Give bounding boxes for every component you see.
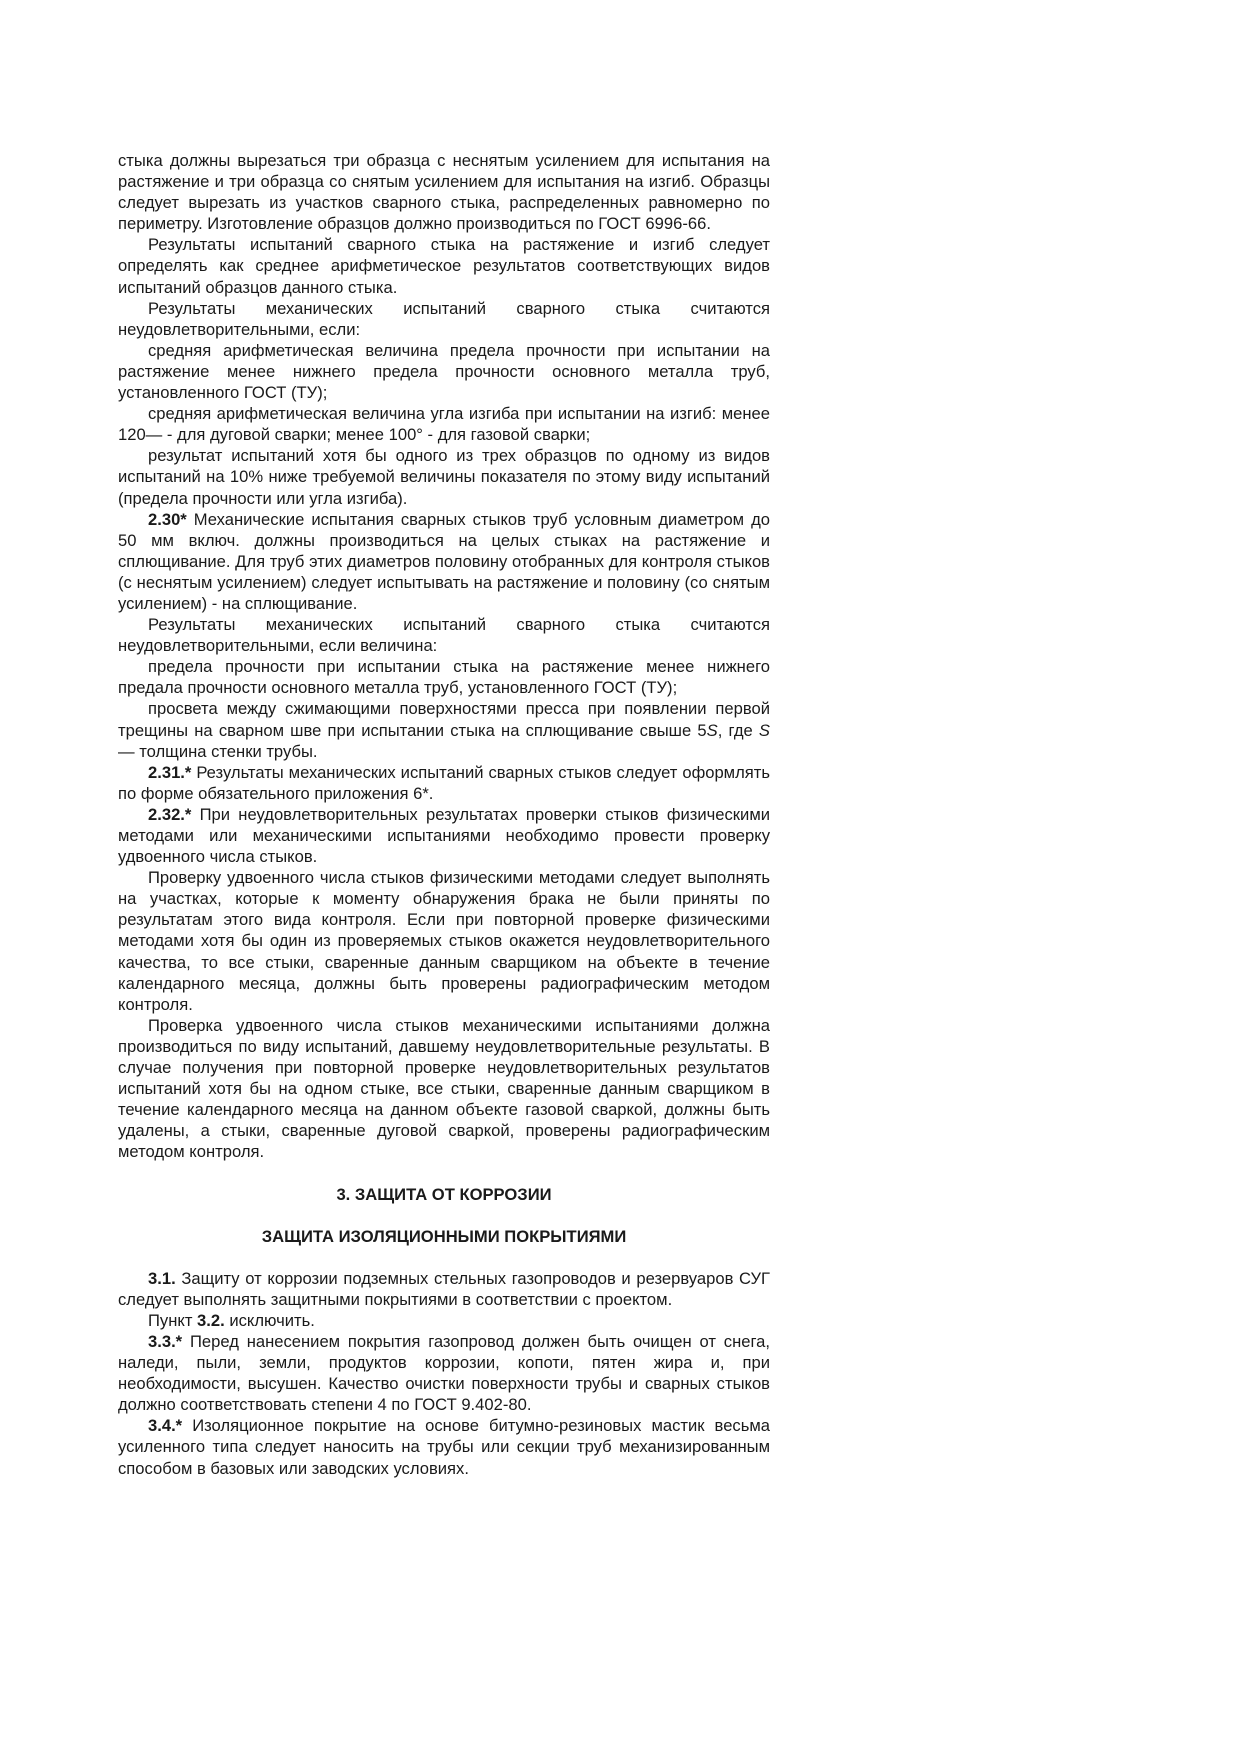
clause-prefix: Пункт <box>148 1310 198 1330</box>
clause-number: 3.3.* <box>148 1331 183 1351</box>
clause-text: При неудовлетворительных результатах проверки стыков физическими методами или механическими испытаниями необходимо провести проверку удвоенного числа стыков. <box>118 804 770 867</box>
variable-s: S <box>758 720 770 740</box>
clause-text: исключить. <box>224 1310 315 1330</box>
clause-text: Изоляционное покрытие на основе битумно-резиновых мастик весьма усиленного типа следует наносить на трубы или секции труб механизированным способом в базовых или заводских условиях. <box>118 1416 770 1478</box>
list-item: результат испытаний хотя бы одного из трех образцов по одному из видов испытаний на 10% ниже требуемой величины показателя по этому виду испытаний (предела прочности или угла изгиба). <box>118 446 770 508</box>
clause-2-31 <box>118 762 770 804</box>
section-heading: 3. ЗАЩИТА ОТ КОРРОЗИИ <box>336 1184 552 1204</box>
list-item: предела прочности при испытании стыка на растяжение менее нижнего предала прочности основного металла труб, установленного ГОСТ (ТУ); <box>118 657 770 698</box>
clause-3-2 <box>118 1310 770 1331</box>
list-item: средняя арифметическая величина угла изгиба при испытании на изгиб: менее 120— - для дуговой сварки; менее 100° - для газовой сварки; <box>118 404 770 445</box>
clause-text: Механические испытания сварных стыков труб условным диаметром до 50 мм включ. должны производиться на целых стыках на растяжение и сплющивание. Для труб этих диаметров половину отобранных для контроля стыков (с неснятым усилением) следует испытывать на растяжение и половину (со снятым усилением) - на сплющивание. <box>118 509 770 613</box>
clause-number: 3.1. <box>148 1268 176 1288</box>
variable-s: S <box>706 720 718 740</box>
clause-number: 2.31.* <box>148 762 192 782</box>
clause-text: Перед нанесением покрытия газопровод должен быть очищен от снега, наледи, пыли, земли, продуктов коррозии, копоти, пятен жира и, при необходимости, высушен. Качество очистки поверхности трубы и сварных стыков должно соответствовать степени 4 по ГОСТ 9.402-80. <box>118 1331 770 1415</box>
clause-3-3 <box>118 1331 770 1415</box>
list-item: средняя арифметическая величина предела прочности при испытании на растяжение менее нижнего предела прочности основного металла труб, установленного ГОСТ (ТУ); <box>118 340 770 403</box>
clause-text: Защиту от коррозии подземных стельных газопроводов и резервуаров СУГ следует выполнять защитными покрытиями в соответствии с проектом. <box>118 1268 770 1309</box>
clause-number: 2.30* <box>148 509 187 529</box>
text-run: просвета между сжимающими поверхностями пресса при появлении первой трещины на сварном шве при испытании стыка на сплющивание свыше 5 <box>118 699 770 740</box>
list-item <box>118 698 770 761</box>
paragraph: Результаты механических испытаний сварного стыка считаются неудовлетворительными, если: <box>118 298 770 339</box>
subsection-heading: ЗАЩИТА ИЗОЛЯЦИОННЫМИ ПОКРЫТИЯМИ <box>261 1226 627 1246</box>
clause-3-1 <box>118 1268 770 1310</box>
document-page <box>118 150 770 1479</box>
clause-number: 3.4.* <box>148 1416 183 1436</box>
text-run: , где <box>717 720 759 740</box>
paragraph: Результаты испытаний сварного стыка на растяжение и изгиб следует определять как среднее арифметическое результатов соответствующих видов испытаний образцов данного стыка. <box>118 235 770 297</box>
clause-2-32 <box>118 804 770 867</box>
clause-2-30 <box>118 509 770 614</box>
paragraph: стыка должны вырезаться три образца с неснятым усилением для испытания на растяжение и три образца со снятым усилением для испытания на изгиб. Образцы следует вырезать из участков сварного стыка, распределенных равномерно по периметру. Изготовление образцов должно производиться по ГОСТ 6996-66. <box>118 151 770 234</box>
clause-text: Результаты механических испытаний сварных стыков следует оформлять по форме обязательного приложения 6*. <box>118 762 770 803</box>
paragraph: Результаты механических испытаний сварного стыка считаются неудовлетворительными, если величина: <box>118 615 770 656</box>
paragraph: Проверку удвоенного числа стыков физическими методами следует выполнять на участках, которые к моменту обнаружения брака не были приняты по результатам этого вида контроля. Если при повторной проверке физическими методами хотя бы один из проверяемых стыков окажется неудовлетворительного качества, то все стыки, сваренные данным сварщиком на объекте в течение календарного месяца, должны быть проверены радиографическим методом контроля. <box>118 868 770 1014</box>
text-run: — толщина стенки трубы. <box>118 741 318 761</box>
paragraph: Проверка удвоенного числа стыков механическими испытаниями должна производиться по виду испытаний, давшему неудовлетворительные результаты. В случае получения при повторной проверке неудовлетворительных результатов испытаний хотя бы на одном стыке, все стыки, сваренные данным сварщиком в течение календарного месяца на данном объекте газовой сваркой, должны быть удалены, а стыки, сваренные дуговой сваркой, проверены радиографическим методом контроля. <box>118 1015 770 1162</box>
clause-number: 2.32.* <box>148 804 192 824</box>
clause-number: 3.2. <box>197 1310 225 1330</box>
clause-3-4 <box>118 1415 770 1478</box>
